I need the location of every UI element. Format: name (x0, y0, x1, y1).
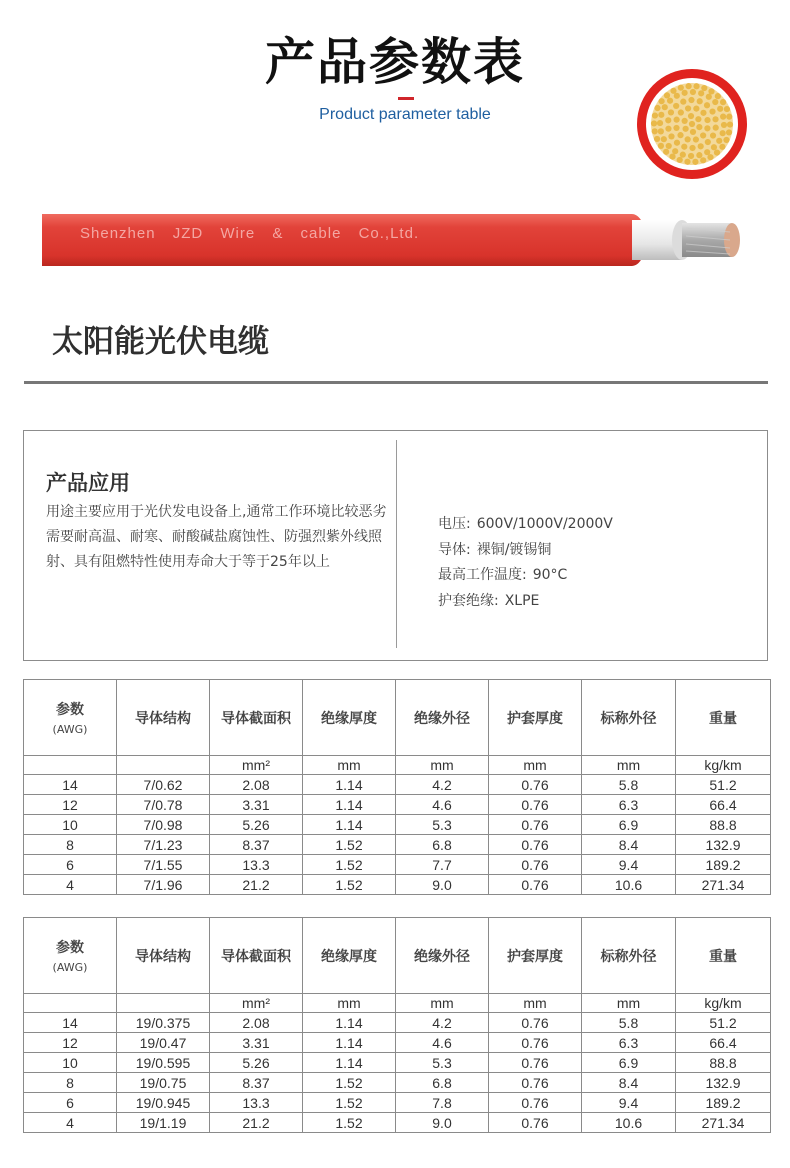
table-cell: 1.14 (303, 795, 396, 815)
unit-cell (117, 756, 210, 775)
strand-dot (696, 152, 702, 158)
table-cell: 8 (24, 1073, 117, 1093)
strand-dot (701, 85, 707, 91)
table-cell: 0.76 (489, 1113, 582, 1133)
strand-dot (658, 112, 664, 118)
product-name: 太阳能光伏电缆 (52, 324, 269, 360)
table-cell: 21.2 (210, 875, 303, 895)
unit-cell: mm (303, 756, 396, 775)
table-cell: 9.4 (582, 1093, 676, 1113)
table-cell: 51.2 (676, 1013, 771, 1033)
table-row (24, 1013, 771, 1033)
table-cell: 0.76 (489, 835, 582, 855)
unit-cell: mm (303, 994, 396, 1013)
unit-cell: mm (582, 756, 676, 775)
table-cell: 1.14 (303, 1013, 396, 1033)
strand-dot (677, 157, 683, 163)
table-cell: 88.8 (676, 815, 771, 835)
strand-dot (700, 132, 706, 138)
table-cell: 4.2 (396, 1013, 489, 1033)
strand-dot (680, 99, 686, 105)
table-row (24, 1113, 771, 1133)
strand-dot (705, 139, 711, 145)
table-cell: 271.34 (676, 1113, 771, 1133)
strand-dot (716, 138, 722, 144)
spec-list (438, 512, 613, 614)
header-col: 绝缘外径 (396, 680, 489, 756)
table-cell: 5.3 (396, 815, 489, 835)
strand-dot (673, 103, 679, 109)
table-cell: 0.76 (489, 1033, 582, 1053)
strand-dot (673, 125, 679, 131)
strand-dot (684, 159, 690, 165)
strand-dot (721, 122, 727, 128)
table-cell: 51.2 (676, 775, 771, 795)
table-row (24, 1073, 771, 1093)
table-cell: 1.14 (303, 775, 396, 795)
table-cell: 4 (24, 875, 117, 895)
table-cell: 4.2 (396, 775, 489, 795)
strand-dot (670, 88, 676, 94)
header-col: 导体截面积 (210, 680, 303, 756)
table-cell: 13.3 (210, 1093, 303, 1113)
table-cell: 3.31 (210, 1033, 303, 1053)
strand-dot (688, 97, 694, 103)
table-cell: 0.76 (489, 1013, 582, 1033)
table-cell: 6.3 (582, 1033, 676, 1053)
strand-dot (698, 90, 704, 96)
unit-cell: kg/km (676, 756, 771, 775)
table-cell: 7/0.62 (117, 775, 210, 795)
table-cell: 8 (24, 835, 117, 855)
unit-cell: mm (396, 756, 489, 775)
strand-dot (681, 144, 687, 150)
table-cell: 10 (24, 1053, 117, 1073)
header-col: 标称外径 (582, 680, 676, 756)
header-col: 护套厚度 (489, 680, 582, 756)
strand-dot (669, 154, 675, 160)
header-col: 绝缘厚度 (303, 918, 396, 994)
table-cell: 1.52 (303, 855, 396, 875)
table-cell: 19/0.595 (117, 1053, 210, 1073)
strand-dot (710, 132, 716, 138)
table-cell: 0.76 (489, 815, 582, 835)
strand-dot (715, 93, 721, 99)
table-cell: 7/0.98 (117, 815, 210, 835)
table-row (24, 855, 771, 875)
strand-dot (714, 150, 720, 156)
strand-dot (658, 143, 664, 149)
table-cell: 0.76 (489, 855, 582, 875)
strand-dot (654, 105, 660, 111)
strand-dot (711, 144, 717, 150)
strand-dot (698, 143, 704, 149)
strand-dot (693, 106, 699, 112)
cable-cross-section-icon (636, 68, 748, 180)
header-col: 护套厚度 (489, 918, 582, 994)
table-cell: 0.76 (489, 1053, 582, 1073)
table-cell: 12 (24, 1033, 117, 1053)
cable-printed-text: Shenzhen JZD Wire & cable Co.,Ltd. (80, 225, 420, 242)
table-cell: 6.3 (582, 795, 676, 815)
strand-dot (685, 105, 691, 111)
unit-cell: mm (582, 994, 676, 1013)
header-param: 参数 (AWG) (24, 918, 117, 994)
table-cell: 2.08 (210, 775, 303, 795)
strand-dot (720, 99, 726, 105)
strand-dot (658, 98, 664, 104)
strand-dot (695, 116, 701, 122)
table-row (24, 1093, 771, 1113)
unit-cell: mm² (210, 756, 303, 775)
strand-dot (688, 153, 694, 159)
strand-dot (707, 154, 713, 160)
strand-dot (665, 126, 671, 132)
spec-voltage: 电压: 600V/1000V/2000V (438, 516, 613, 532)
table-cell: 7.8 (396, 1093, 489, 1113)
table-cell: 4.6 (396, 1033, 489, 1053)
table-row (24, 1033, 771, 1053)
strand-dot (683, 126, 689, 132)
table-cell: 88.8 (676, 1053, 771, 1073)
title-accent-bar (398, 97, 414, 100)
table-cell: 4.6 (396, 795, 489, 815)
strand-dot (692, 159, 698, 165)
strand-dot (678, 85, 684, 91)
strand-dot (685, 83, 691, 89)
strand-dot (720, 114, 726, 120)
strand-dot (652, 128, 658, 134)
table-cell: 66.4 (676, 795, 771, 815)
strand-dot (680, 152, 686, 158)
table-cell: 5.26 (210, 815, 303, 835)
strand-dot (693, 136, 699, 142)
table-cell: 8.37 (210, 1073, 303, 1093)
section-divider (24, 381, 768, 384)
unit-cell: kg/km (676, 994, 771, 1013)
strand-dot (682, 118, 688, 124)
table-cell: 132.9 (676, 1073, 771, 1093)
table-cell: 7.7 (396, 855, 489, 875)
table-cell: 7/1.55 (117, 855, 210, 875)
table-cell: 1.52 (303, 1093, 396, 1113)
table-cell: 0.76 (489, 775, 582, 795)
table-cell: 7/1.23 (117, 835, 210, 855)
strand-dot (663, 149, 669, 155)
table-cell: 1.52 (303, 1073, 396, 1093)
strand-dot (651, 120, 657, 126)
table-cell: 10.6 (582, 875, 676, 895)
strand-dot (704, 102, 710, 108)
table-cell: 10 (24, 815, 117, 835)
strand-dot (667, 98, 673, 104)
strand-dot (654, 136, 660, 142)
strand-dot (700, 157, 706, 163)
strand-dot (726, 129, 732, 135)
strand-dot (677, 132, 683, 138)
strand-dot (690, 89, 696, 95)
unit-row (24, 756, 771, 775)
unit-cell (24, 756, 117, 775)
strand-dot (720, 130, 726, 136)
strand-dot (690, 129, 696, 135)
strand-dot (727, 121, 733, 127)
strand-dot (688, 113, 694, 119)
table-cell: 0.76 (489, 875, 582, 895)
strand-dot (668, 109, 674, 115)
table-cell: 8.37 (210, 835, 303, 855)
header-col: 导体结构 (117, 918, 210, 994)
table-cell: 6 (24, 1093, 117, 1113)
unit-cell: mm² (210, 994, 303, 1013)
application-title: 产品应用 (46, 471, 130, 495)
strand-dot (726, 114, 732, 120)
strand-dot (708, 88, 714, 94)
table-cell: 9.0 (396, 875, 489, 895)
table-cell: 6.9 (582, 1053, 676, 1073)
table-cell: 6.8 (396, 835, 489, 855)
strand-dot (668, 133, 674, 139)
table-cell: 6 (24, 855, 117, 875)
strand-dot (717, 106, 723, 112)
strand-dot (672, 148, 678, 154)
table-cell: 14 (24, 1013, 117, 1033)
table-cell: 7/1.96 (117, 875, 210, 895)
strand-dot (719, 144, 725, 150)
header-col: 重量 (676, 918, 771, 994)
table-cell: 3.31 (210, 795, 303, 815)
table-cell: 132.9 (676, 835, 771, 855)
table-cell: 10.6 (582, 1113, 676, 1133)
table-row (24, 835, 771, 855)
page-subtitle: Product parameter table (319, 106, 491, 123)
table-cell: 9.4 (582, 855, 676, 875)
strand-dot (723, 137, 729, 143)
strand-dot (661, 136, 667, 142)
strand-dot (712, 116, 718, 122)
strand-dot (689, 121, 695, 127)
strand-dot (696, 124, 702, 130)
header-col: 导体结构 (117, 680, 210, 756)
header-col: 绝缘厚度 (303, 680, 396, 756)
strand-dot (674, 140, 680, 146)
table-cell: 6.9 (582, 815, 676, 835)
strand-dot (674, 117, 680, 123)
strand-dot (704, 125, 710, 131)
table-cell: 0.76 (489, 1073, 582, 1093)
table-cell: 1.52 (303, 1113, 396, 1133)
info-box-divider (396, 440, 397, 648)
strand-dot (657, 120, 663, 126)
table-cell: 7/0.78 (117, 795, 210, 815)
strand-dot (709, 108, 715, 114)
table-cell: 8.4 (582, 1073, 676, 1093)
table-cell: 2.08 (210, 1013, 303, 1033)
strand-dot (704, 117, 710, 123)
table-cell: 189.2 (676, 1093, 771, 1113)
table-cell: 1.52 (303, 835, 396, 855)
spec-max-temp: 最高工作温度: 90°C (438, 567, 568, 583)
table-row (24, 775, 771, 795)
unit-cell (117, 994, 210, 1013)
spec-insulation: 护套绝缘: XLPE (438, 592, 540, 609)
strand-dot (724, 106, 730, 112)
strand-dot (700, 110, 706, 116)
table-cell: 9.0 (396, 1113, 489, 1133)
strand-dot (693, 83, 699, 89)
strand-dot (666, 143, 672, 149)
header-col: 导体截面积 (210, 918, 303, 994)
strand-dot (678, 109, 684, 115)
strand-dot (662, 104, 668, 110)
strand-dot (682, 90, 688, 96)
table-cell: 19/0.945 (117, 1093, 210, 1113)
table-cell: 271.34 (676, 875, 771, 895)
page-title: 产品参数表 (265, 33, 525, 91)
table-cell: 5.26 (210, 1053, 303, 1073)
application-text: 用途主要应用于光伏发电设备上,通常工作环境比较恶劣需要耐高温、耐寒、耐酸碱盐腐蚀性、防强烈紫外线照射、具有阻燃特性使用寿命大于等于25年以上 (46, 504, 387, 570)
unit-cell (24, 994, 117, 1013)
table-cell: 12 (24, 795, 117, 815)
table-row (24, 815, 771, 835)
strand-dot (697, 98, 703, 104)
table-cell: 0.76 (489, 795, 582, 815)
unit-row (24, 994, 771, 1013)
table-cell: 19/0.75 (117, 1073, 210, 1093)
table-cell: 0.76 (489, 1093, 582, 1113)
table-row (24, 795, 771, 815)
strand-dot (706, 94, 712, 100)
table-cell: 5.3 (396, 1053, 489, 1073)
table-cell: 5.8 (582, 1013, 676, 1033)
table-cell: 1.14 (303, 815, 396, 835)
table-cell: 1.14 (303, 1033, 396, 1053)
unit-cell: mm (396, 994, 489, 1013)
strand-dot (665, 117, 671, 123)
table-row (24, 1053, 771, 1073)
table-cell: 19/0.47 (117, 1033, 210, 1053)
table-cell: 19/1.19 (117, 1113, 210, 1133)
table-cell: 21.2 (210, 1113, 303, 1133)
unit-cell: mm (489, 756, 582, 775)
header-param: 参数 (AWG) (24, 680, 117, 756)
parameter-table-2 (23, 917, 771, 1133)
table-cell: 189.2 (676, 855, 771, 875)
table-cell: 19/0.375 (117, 1013, 210, 1033)
table-cell: 8.4 (582, 835, 676, 855)
table-cell: 1.52 (303, 875, 396, 895)
strand-dot (689, 145, 695, 151)
spec-conductor: 导体: 裸铜/镀锡铜 (438, 541, 552, 558)
parameter-table-1 (23, 679, 771, 895)
table-cell: 5.8 (582, 775, 676, 795)
header-col: 绝缘外径 (396, 918, 489, 994)
strand-dot (652, 112, 658, 118)
table-cell: 1.14 (303, 1053, 396, 1073)
table-cell: 13.3 (210, 855, 303, 875)
table-cell: 4 (24, 1113, 117, 1133)
strand-dot (664, 92, 670, 98)
table-cell: 6.8 (396, 1073, 489, 1093)
strand-dot (713, 125, 719, 131)
unit-cell: mm (489, 994, 582, 1013)
strand-dot (685, 136, 691, 142)
header-col: 标称外径 (582, 918, 676, 994)
table-cell: 66.4 (676, 1033, 771, 1053)
header-col: 重量 (676, 680, 771, 756)
table-row (24, 875, 771, 895)
strand-dot (712, 99, 718, 105)
strand-dot (658, 128, 664, 134)
table-cell: 14 (24, 775, 117, 795)
